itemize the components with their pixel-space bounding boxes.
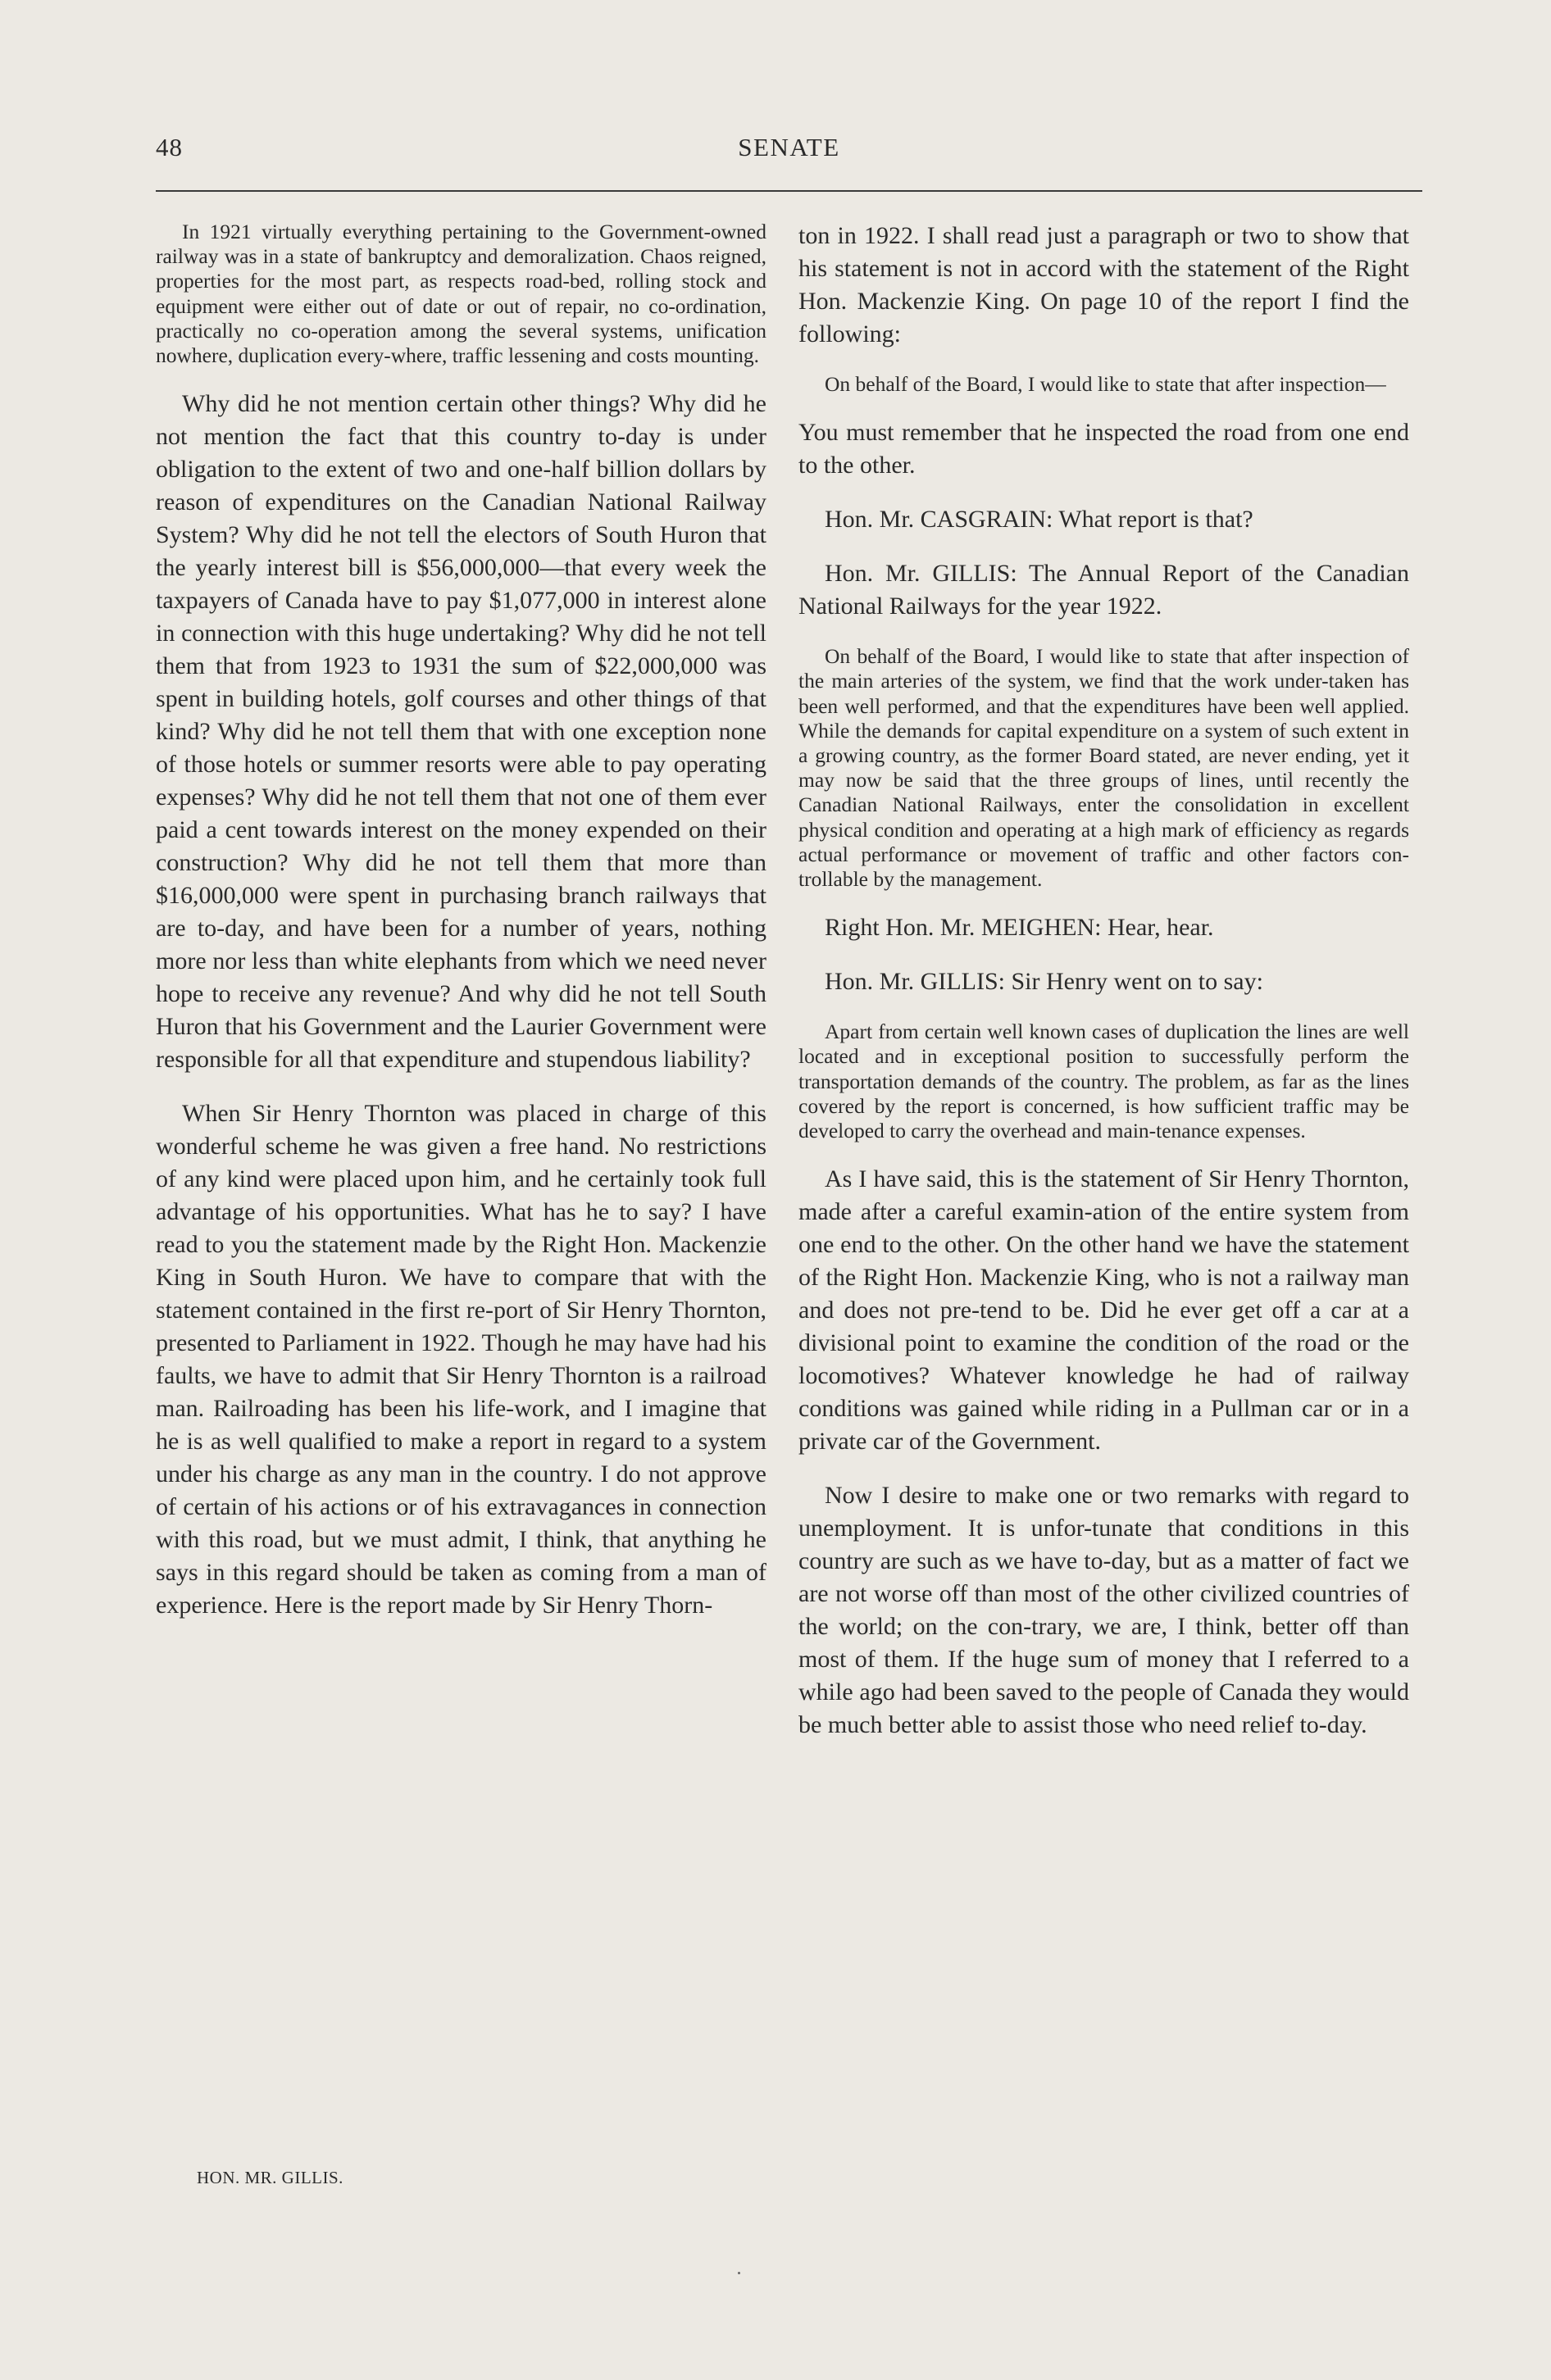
- speech-continuation: You must remember that he inspected the road from one end to the other.: [798, 419, 1409, 479]
- speech-continuation: ton in 1922. I shall read just a paragraph or two to show that his statement is not in accord with the statement of the Right Hon. Mackenzie King. On page 10 of the report I find the following:: [798, 222, 1409, 347]
- speech-paragraph: When Sir Henry Thornton was placed in charge of this wonderful scheme he was given a free hand. No restrictions of any kind were placed upon him, and he certainly took full advantage of his opportunities. What has he to say? I have read to you the statement made by the Right Hon. Mackenzie King in South Huron. We have to compare that with the statement contained in the first re-port of Sir Henry Thornton, presented to Parliament in 1922. Though he may have had his faults, we have to admit that Sir Henry Thornton is a railroad man. Railroading has been his life-work, and I imagine that he is as well qualified to make a report in regard to a system under his charge as any man in the country. I do not approve of certain of his actions or of his extravagances in connection with this road, but we must admit, I think, that anything he says in this regard should be taken as coming from a man of experience. Here is the report made by Sir Henry Thorn-: [156, 1100, 766, 1619]
- footer-speaker-tag: HON. MR. GILLIS.: [197, 2168, 343, 2187]
- header-rule: [156, 190, 1422, 192]
- left-column: [156, 220, 766, 1643]
- speech-paragraph: Now I desire to make one or two remarks with regard to unemployment. It is unfor-tunate that conditions in this country are such as we have to-day, but as a matter of fact we are not worse off than most of the other civilized countries of the world; on the con-trary, we are, I think, better off than most of them. If the huge sum of money that I referred to a while ago had been saved to the people of Canada they would be much better able to assist those who need relief to-day.: [798, 1482, 1409, 1739]
- quoted-report-paragraph: On behalf of the Board, I would like to state that after inspection—: [825, 372, 1386, 396]
- speech-paragraph: As I have said, this is the statement of Sir Henry Thornton, made after a careful examin-ation of the entire system from one end to the other. On the other hand we have the statement of the Right Hon. Mackenzie King, who is not a railway man and does not pre-tend to be. Did he ever get off a car at a divisional point to examine the condition of the road or the locomotives? Whatever knowledge he had of railway conditions was gained while riding in a Pullman car or in a private car of the Government.: [798, 1165, 1409, 1456]
- page-header: [156, 133, 1422, 174]
- quoted-report-paragraph: In 1921 virtually everything pertaining to the Government-owned railway was in a state of bankruptcy and demoralization. Chaos reigned, properties for the most part, as respects road-bed, rolling stock and equipment were either out of date or out of repair, no co-ordination, practically no co-operation among the several systems, unification nowhere, duplication every-where, traffic lessening and costs mounting.: [156, 220, 766, 368]
- quoted-report-paragraph: On behalf of the Board, I would like to state that after inspection of the main arteries of the system, we find that the work under-taken has been well performed, and that the expenditures have been well applied. While the demands for capital expenditure on a system of such extent in a growing country, as the former Board stated, are never ending, yet it may now be said that the three groups of lines, until recently the Canadian National Railways, enter the consolidation in excellent physical condition and operating at a high mark of efficiency as regards actual performance or movement of traffic and other factors con-trollable by the management.: [798, 644, 1409, 892]
- page-mark: [738, 2272, 740, 2274]
- right-column: [798, 220, 1409, 1763]
- speech-paragraph: Right Hon. Mr. MEIGHEN: Hear, hear.: [825, 914, 1214, 942]
- speech-paragraph: Hon. Mr. GILLIS: The Annual Report of the Canadian National Railways for the year 1922.: [798, 560, 1409, 620]
- running-head: SENATE: [738, 133, 840, 161]
- page-number: 48: [156, 133, 183, 161]
- speech-paragraph: Hon. Mr. CASGRAIN: What report is that?: [825, 506, 1253, 534]
- quoted-report-paragraph: Apart from certain well known cases of duplication the lines are well located and in exceptional position to successfully perform the transportation demands of the country. The problem, as far as the lines covered by the report is concerned, is how sufficient traffic may be developed to carry the overhead and main-tenance expenses.: [798, 1020, 1409, 1143]
- speech-paragraph: Why did he not mention certain other things? Why did he not mention the fact that this country to-day is under obligation to the extent of two and one-half billion dollars by reason of expenditures on the Canadian National Railway System? Why did he not tell the electors of South Huron that the yearly interest bill is $56,000,000—that every week the taxpayers of Canada have to pay $1,077,000 in interest alone in connection with this huge undertaking? Why did he not tell them that from 1923 to 1931 the sum of $22,000,000 was spent in building hotels, golf courses and other things of that kind? Why did he not tell them that with one exception none of those hotels or summer resorts were able to pay operating expenses? Why did he not tell them that not one of them ever paid a cent towards interest on the money expended on their construction? Why did he not tell them that more than $16,000,000 were spent in purchasing branch railways that are to-day, and have been for a number of years, nothing more nor less than white elephants from which we need never hope to receive any revenue? And why did he not tell South Huron that his Government and the Laurier Government were responsible for all that expenditure and stupendous liability?: [156, 390, 766, 1074]
- speech-paragraph: Hon. Mr. GILLIS: Sir Henry went on to say:: [825, 968, 1263, 996]
